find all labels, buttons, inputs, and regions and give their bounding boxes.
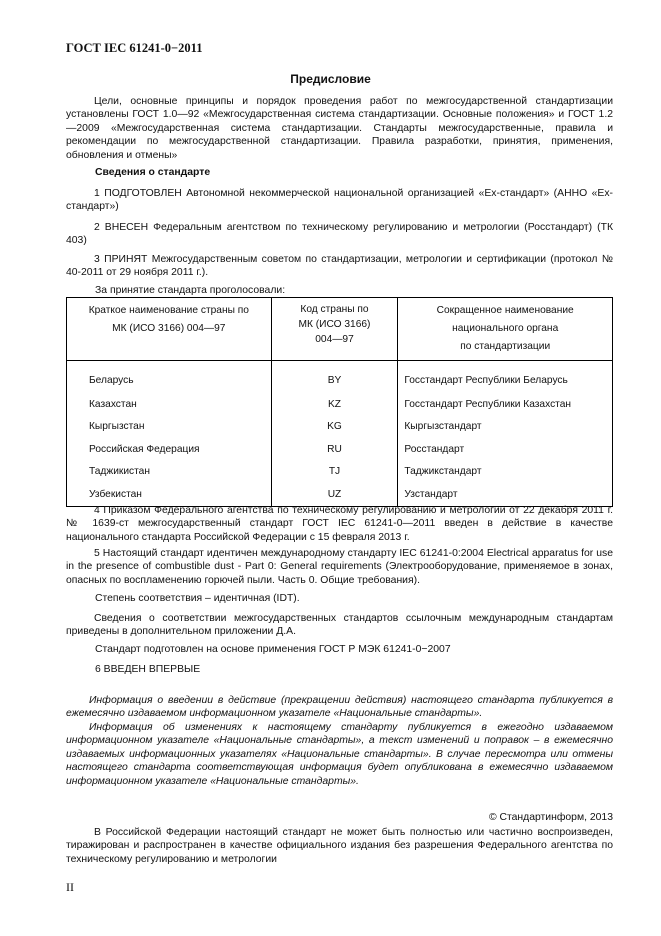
item-2-submitted: 2 ВНЕСЕН Федеральным агентством по техническому регулированию и метрологии (Росстандарт) (ТК 403) <box>66 222 613 247</box>
header-country-line: Краткое наименование страны по <box>88 305 249 316</box>
code-cell: TJ <box>271 461 398 484</box>
code-cell: KZ <box>271 393 398 416</box>
degree-of-conformity: Степень соответствия – идентичная (IDT). <box>95 593 300 604</box>
copyright-line: © Стандартинформ, 2013 <box>488 812 613 823</box>
info-heading: Сведения о стандарте <box>95 167 211 178</box>
code-cell: RU <box>271 438 398 461</box>
header-body-line: национального органа <box>452 323 559 334</box>
country-cell: Российская Федерация <box>67 438 272 461</box>
country-cell: Таджикистан <box>67 461 272 484</box>
table-header-row <box>67 298 613 361</box>
country-cell: Кыргызстан <box>67 416 272 439</box>
item-6-introduced: 6 ВВЕДЕН ВПЕРВЫЕ <box>95 664 201 675</box>
table-row <box>67 461 613 484</box>
header-country-name <box>67 298 272 361</box>
rights-paragraph: В Российской Федерации настоящий стандарт не может быть полностью или частично воспроизведен, тиражирован и распространен в качестве официального издания без разрешения Федерального агентства по техническому регулированию и метрологии <box>66 827 613 865</box>
code-cell: BY <box>271 361 398 394</box>
header-code-line: МК (ИСО 3166) <box>298 319 371 330</box>
voting-table <box>66 297 613 507</box>
body-cell: Росстандарт <box>398 438 613 461</box>
vote-intro: За принятие стандарта проголосовали: <box>95 285 286 296</box>
header-body-line: Сокращенное наименование <box>436 305 574 316</box>
table-row <box>67 361 613 394</box>
based-on-standard: Стандарт подготовлен на основе применения ГОСТ Р МЭК 61241-0−2007 <box>95 644 451 655</box>
body-cell: Госстандарт Республики Казахстан <box>398 393 613 416</box>
code-cell: KG <box>271 416 398 439</box>
body-cell: Кыргызстандарт <box>398 416 613 439</box>
table-row <box>67 393 613 416</box>
body-cell: Таджикстандарт <box>398 461 613 484</box>
item-3-adopted: 3 ПРИНЯТ Межгосударственным советом по стандартизации, метрологии и сертификации (протокол № 40-2011 от 29 ноября 2011 г.). <box>66 254 613 279</box>
header-code-line: 004—97 <box>315 334 354 345</box>
intro-paragraph: Цели, основные принципы и порядок проведения работ по межгосударственной стандартизации установлены ГОСТ 1.0—92 «Межгосударственная система стандартизации. Основные положения» и ГОСТ 1.2—2009 «Межгосударственная система стандартизации. Стандарты межгосударственные, правила и рекомендации по межгосударственной стандартизации. Правила разработки, принятия, применения, обновления и отмены» <box>66 96 613 161</box>
item-5-identical: 5 Настоящий стандарт идентичен международному стандарту IEC 61241-0:2004 Electrical apparatus for use in the presence of combustible dust - Part 0: General requirements (Электрооборудование, применяемое в зонах, опасных по воспламенению горючей пыли. Часть 0. Общие требования). <box>66 548 613 586</box>
table-row <box>67 483 613 506</box>
header-country-code <box>271 298 398 361</box>
body-cell: Госстандарт Республики Беларусь <box>398 361 613 394</box>
page-number: II <box>66 880 74 894</box>
body-cell: Узстандарт <box>398 483 613 506</box>
table-row <box>67 416 613 439</box>
standard-designation: ГОСТ IEC 61241-0−2011 <box>66 41 203 55</box>
references-info: Сведения о соответствии межгосударственных стандартов ссылочным международным стандартам приведены в дополнительном приложении Д.А. <box>66 613 613 638</box>
notice-paragraph-2: Информация об изменениях к настоящему стандарту публикуется в ежегодно издаваемом информационном указателе «Национальные стандарты», а текст изменений и поправок – в ежемесячно издаваемых информационных указателях «Национальные стандарты». В случае пересмотра или отмены настоящего стандарта соответствующая информация будет опубликована в ежемесячно издаваемом информационном указателе «Национальные стандарты». <box>66 722 613 787</box>
notice-paragraph-1: Информация о введении в действие (прекращении действия) настоящего стандарта публикуется в ежемесячно издаваемом информационном указателе «Национальные стандарты». <box>66 695 613 720</box>
country-cell: Казахстан <box>67 393 272 416</box>
item-4-order: 4 Приказом Федерального агентства по техническому регулированию и метрологии от 22 декабря 2011 г. № 1639-ст межгосударственный стандарт ГОСТ IEC 61241-0—2011 введен в действие в качестве национального стандарта Российской Федерации с 15 февраля 2013 г. <box>66 505 613 543</box>
header-country-line: МК (ИСО 3166) 004—97 <box>112 323 226 334</box>
code-cell: UZ <box>271 483 398 506</box>
country-cell: Беларусь <box>67 361 272 394</box>
table-row <box>67 438 613 461</box>
header-standards-body <box>398 298 613 361</box>
page-title: Предисловие <box>290 72 371 86</box>
country-cell: Узбекистан <box>67 483 272 506</box>
item-1-prepared: 1 ПОДГОТОВЛЕН Автономной некоммерческой национальной организацией «Ех-стандарт» (АННО «Ех-стандарт») <box>66 188 613 213</box>
header-code-line: Код страны по <box>300 304 369 315</box>
header-body-line: по стандартизации <box>460 341 551 352</box>
